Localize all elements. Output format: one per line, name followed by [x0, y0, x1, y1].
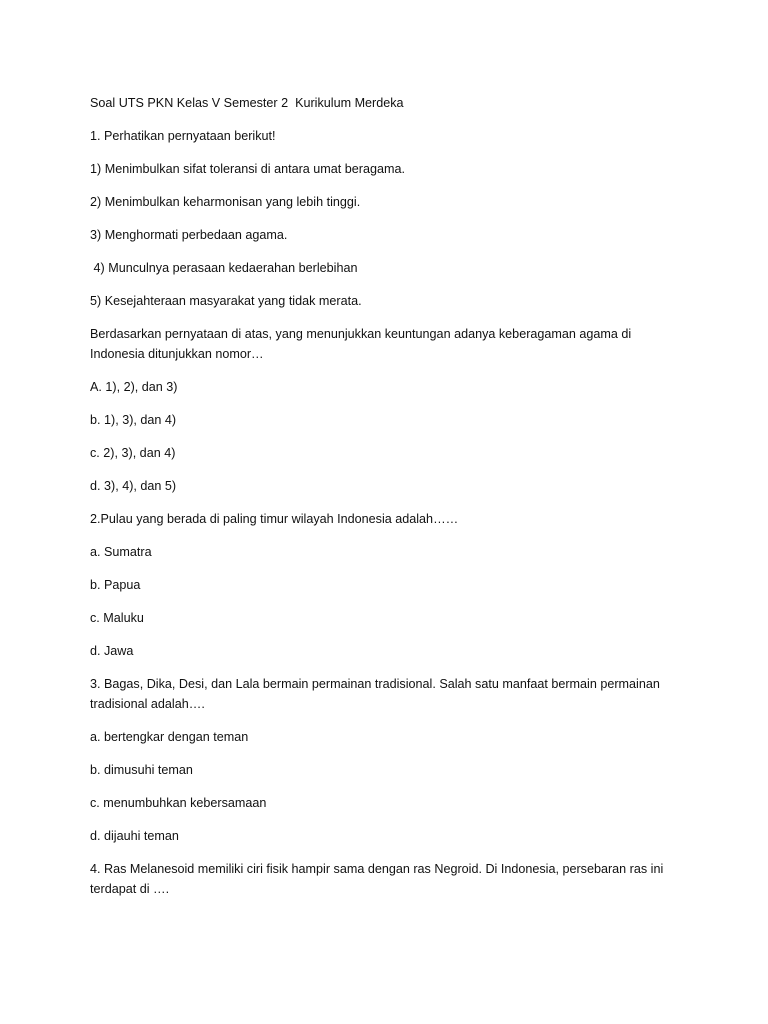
question-2-stem: 2.Pulau yang berada di paling timur wilayah Indonesia adalah…… — [90, 512, 459, 526]
statement-3: 3) Menghormati perbedaan agama. — [90, 228, 288, 242]
question-4-stem: 4. Ras Melanesoid memiliki ciri fisik hampir sama dengan ras Negroid. Di Indonesia, persebaran ras ini terdapat di …. — [90, 862, 667, 896]
document-body — [90, 93, 680, 912]
statement-1: 1) Menimbulkan sifat toleransi di antara umat beragama. — [90, 162, 406, 176]
question-3-option-b: b. dimusuhi teman — [90, 763, 193, 777]
statement-2: 2) Menimbulkan keharmonisan yang lebih tinggi. — [90, 195, 361, 209]
question-2-option-c: c. Maluku — [90, 611, 144, 625]
question-3-option-d: d. dijauhi teman — [90, 829, 179, 843]
question-1-option-d: d. 3), 4), dan 5) — [90, 479, 177, 493]
question-3-option-a: a. bertengkar dengan teman — [90, 730, 249, 744]
question-3-stem: 3. Bagas, Dika, Desi, dan Lala bermain permainan tradisional. Salah satu manfaat bermain permainan tradisional adalah…. — [90, 677, 664, 711]
question-2-option-a: a. Sumatra — [90, 545, 152, 559]
statement-5: 5) Kesejahteraan masyarakat yang tidak merata. — [90, 294, 362, 308]
question-1-prompt: Berdasarkan pernyataan di atas, yang menunjukkan keuntungan adanya keberagaman agama di Indonesia ditunjukkan nomor… — [90, 327, 635, 361]
question-2-option-d: d. Jawa — [90, 644, 134, 658]
question-1-stem: 1. Perhatikan pernyataan berikut! — [90, 129, 276, 143]
question-1-option-a: A. 1), 2), dan 3) — [90, 380, 178, 394]
question-1-option-c: c. 2), 3), dan 4) — [90, 446, 176, 460]
question-1-option-b: b. 1), 3), dan 4) — [90, 413, 177, 427]
question-3-option-c: c. menumbuhkan kebersamaan — [90, 796, 267, 810]
statement-4: 4) Munculnya perasaan kedaerahan berlebihan — [90, 261, 358, 275]
document-title: Soal UTS PKN Kelas V Semester 2 Kurikulum Merdeka — [90, 96, 404, 110]
question-2-option-b: b. Papua — [90, 578, 141, 592]
